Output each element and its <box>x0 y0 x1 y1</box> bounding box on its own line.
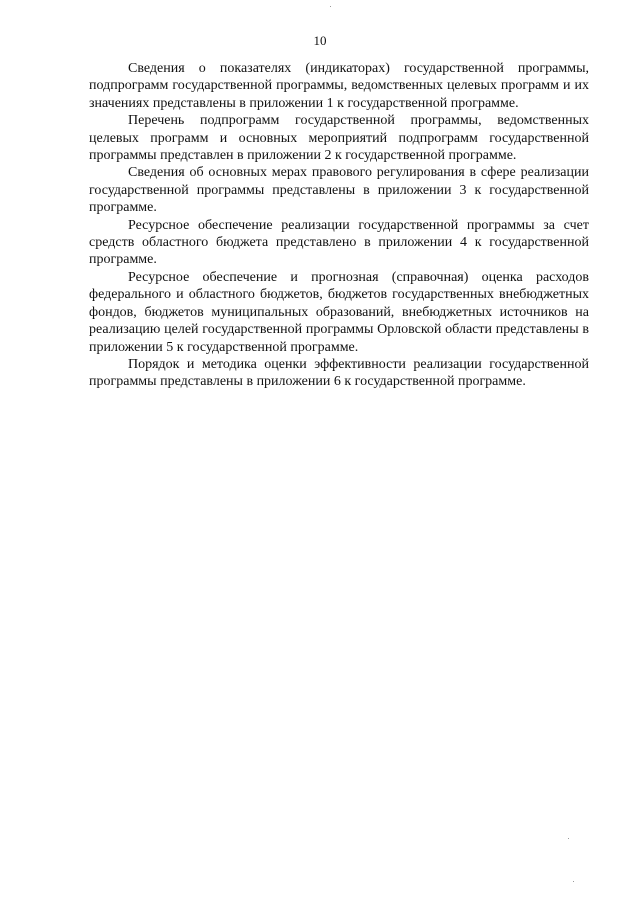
scan-speck <box>330 6 331 7</box>
scan-speck <box>568 838 569 839</box>
paragraph-indicators: Сведения о показателях (индикаторах) государственной программы, подпрограмм государственной программы, ведомственных целевых программ и их значениях представлены в приложении 1 к государственной программе. <box>89 61 589 111</box>
page-number: 10 <box>313 33 327 48</box>
scan-speck <box>573 881 574 882</box>
paragraph-resource-forecast: Ресурсное обеспечение и прогнозная (справочная) оценка расходов федерального и областного бюджетов, бюджетов государственных внебюджетных фондов, бюджетов муниципальных образований, внебюджетных источников на реализацию целей государственной программы Орловской области представлены в приложении 5 к государственной программе. <box>89 269 589 355</box>
document-body <box>89 60 589 391</box>
paragraph-efficiency-method: Порядок и методика оценки эффективности реализации государственной программы представлены в приложении 6 к государственной программе. <box>89 356 589 390</box>
paragraph-subprograms-list: Перечень подпрограмм государственной программы, ведомственных целевых программ и основных мероприятий подпрограмм государственной программы представлен в приложении 2 к государственной программе. <box>89 113 589 164</box>
paragraph-legal-regulation: Сведения об основных мерах правового регулирования в сфере реализации государственной программы представлены в приложении 3 к государственной программе. <box>89 165 589 216</box>
paragraph-regional-budget: Ресурсное обеспечение реализации государственной программы за счет средств областного бюджета представлено в приложении 4 к государственной программе. <box>89 217 589 268</box>
